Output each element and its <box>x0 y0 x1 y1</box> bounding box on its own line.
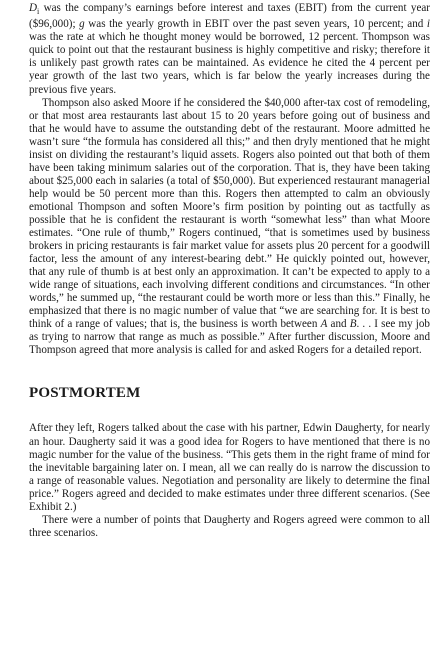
paragraph-earnings-definitions <box>29 2 430 97</box>
text-run: Thompson also asked Moore if he considered the $40,000 after-tax cost of remodeling, or that most area restaurants last about 15 to 20 years before going out of business and that he would have to assume the outstanding debt of the restaurant. Moore admitted he wasn’t sure “the formula has considered all this;” and then dryly mentioned that he might insist on dividing the restaurant’s liquid assets. Rogers also pointed out that both of them have been taking minimum salaries out of the corporation. That is, they have been taking about $25,000 each in salaries (a total of $50,000). But experienced restaurant managerial help would be 50 percent more than this. Rogers then attempted to calm an obviously emotional Thompson and soften Moore’s firm position by pointing out as tactfully as possible that he is confident the restaurant is worth “somewhat less” than what Moore estimates. “One rule of thumb,” Rogers continued, “that is sometimes used by business brokers in pricing restaurants is fair market value for assets plus 20 percent for a goodwill factor, less the amount of any interest-bearing debt.” He quickly pointed out, however, that any rule of thumb is at best only an approximation. It can’t be expected to apply to a wide range of situations, each involving different conditions and circumstances. “In other words,” he summed up, “the restaurant could be worth more or less than this.” Finally, he emphasized that there is no magic number of value that “we are searching for. It is best to think of a range of values; that is, the business is worth between <box>29 96 430 331</box>
paragraph-thompson-questions <box>29 97 430 358</box>
italic-term: g <box>79 18 85 31</box>
italic-term: D <box>29 2 38 14</box>
italic-term: A <box>320 318 328 331</box>
paragraph-rogers-daugherty <box>29 422 430 513</box>
text-run: and <box>327 318 350 331</box>
document-page <box>29 2 430 540</box>
subscript: i <box>37 7 40 17</box>
italic-term: i <box>426 18 430 31</box>
text-run: After they left, Rogers talked about the case with his partner, Edwin Daugherty, for nearly an hour. Daugherty said it was a good idea for Rogers to have mentioned that there is no magic number for the value of the business. “This gets them in the right frame of mind for the inevitable bargaining later on. I mean, all we can really do is narrow the discussion to a range of reasonable values. Negotiation and personality are likely to determine the final price.” Rogers agreed and decided to make estimates under three different scenarios. (See Exhibit 2.) <box>29 422 430 513</box>
text-run: was the yearly growth in EBIT over the past seven years, 10 percent; and <box>84 18 427 31</box>
text-run: . . . I see my job as trying to narrow that range as much as possible.” After further discussion, Moore and Thompson agreed that more analysis is called for and asked Rogers for a detailed report. <box>29 318 430 357</box>
section-heading-postmortem: POSTMORTEM <box>29 385 141 402</box>
italic-term: B <box>349 318 357 331</box>
text-run: There were a number of points that Daugherty and Rogers agreed were common to all three scenarios. <box>29 513 430 539</box>
text-run: was the rate at which he thought money would be borrowed, 12 percent. Thompson was quick to point out that the restaurant business is highly competitive and risky; therefore it is unlikely past growth rates can be maintained. As evidence he cited the 4 percent per year growth of the last two years, which is far below the yearly increases during the previous five years. <box>29 31 430 96</box>
text-run: was the company’s earnings before interest and taxes (EBIT) from the current year ($96,000); <box>29 2 430 31</box>
paragraph-common-points <box>29 514 430 540</box>
